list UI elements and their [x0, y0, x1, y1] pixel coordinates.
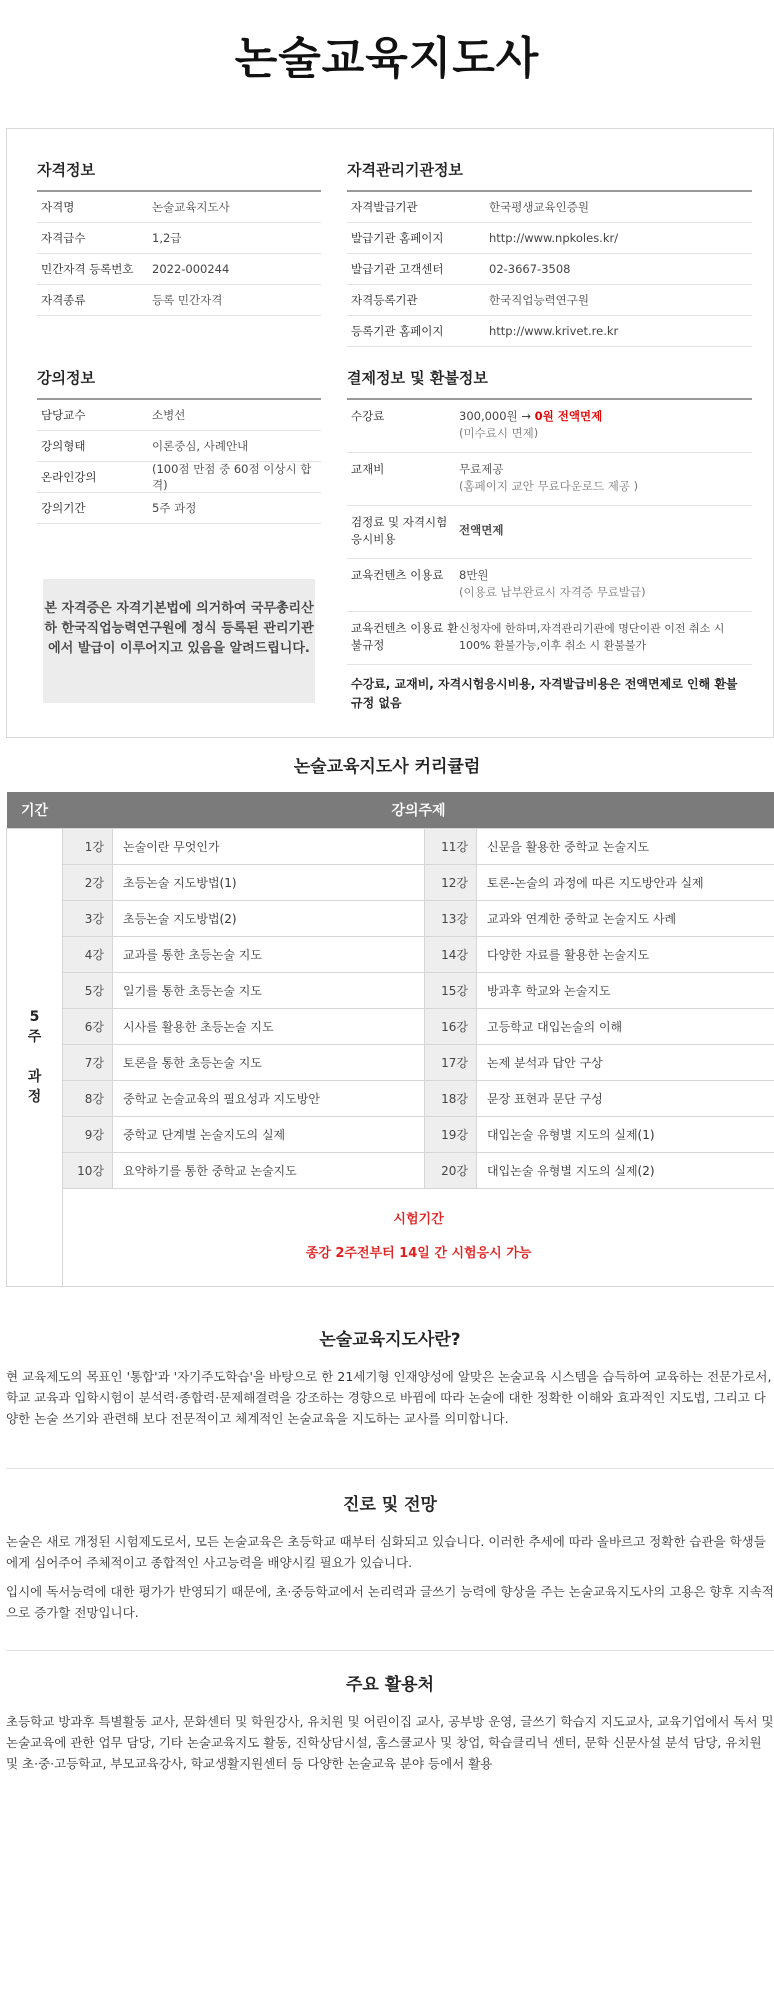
lesson-number: 16강 — [425, 1008, 477, 1044]
kv-row — [347, 316, 752, 347]
kv-value: (100점 만점 중 60점 이상시 합격) — [152, 462, 312, 492]
career-title: 진로 및 전망 — [343, 1495, 437, 1515]
table-row — [7, 1008, 774, 1044]
registry-link[interactable]: http://www.krivet.re.kr — [489, 324, 619, 338]
kv-row — [347, 223, 752, 254]
kv-row — [37, 192, 321, 223]
kv-label: 자격발급기관 — [351, 200, 418, 214]
kv-row — [37, 223, 321, 254]
usage-title: 주요 활용처 — [345, 1675, 435, 1695]
col-period: 기간 — [7, 792, 63, 828]
exam-title: 시험기간 — [393, 1212, 444, 1227]
lesson-topic: 대입논술 유형별 지도의 실제(1) — [477, 1116, 774, 1152]
payment-section — [347, 367, 752, 723]
about-section — [6, 1325, 774, 1437]
usage-text: 초등학교 방과후 특별활동 교사, 문화센터 및 학원강사, 유치원 및 어린이집 교사, 공부방 운영, 글쓰기 학습지 지도교사, 교육기업에서 독서 및 논술교육에 관한 업무 담당, 기타 논술교육지도 활동, 진학상담시설, 홈스쿨교사 및 창업, 학습클리닉 센터, 문학 신문사설 분석 담당, 유치원 및 초·중·고등학교, 부모교육강사, 학교생활지원센터 등 다양한 논술교육 분야 등에서 활용 — [6, 1714, 774, 1771]
management-title: 자격관리기관정보 — [347, 159, 752, 192]
lesson-number: 8강 — [63, 1080, 113, 1116]
qualification-title: 자격정보 — [37, 159, 321, 192]
table-row — [7, 1080, 774, 1116]
lesson-topic: 일기를 통한 초등논술 지도 — [113, 972, 425, 1008]
kv-row — [37, 431, 321, 462]
kv-row — [37, 254, 321, 285]
lecture-section — [37, 367, 321, 524]
kv-label: 온라인강의 — [41, 470, 97, 484]
kv-label: 자격급수 — [41, 231, 86, 245]
lesson-number: 3강 — [63, 900, 113, 936]
usage-section — [6, 1670, 774, 1782]
exam-fee-row — [347, 506, 752, 559]
kv-label: 발급기관 고객센터 — [351, 262, 444, 276]
lesson-topic: 대입논술 유형별 지도의 실제(2) — [477, 1152, 774, 1188]
period-cell: 5 주 과 정 — [7, 828, 63, 1286]
kv-label: 자격종류 — [41, 293, 86, 307]
kv-row — [347, 285, 752, 316]
kv-value: 소병선 — [152, 408, 186, 422]
table-row — [7, 828, 774, 864]
lesson-topic: 방과후 학교와 논술지도 — [477, 972, 774, 1008]
textbook-value: 무료제공 — [459, 462, 504, 476]
about-text: 현 교육제도의 목표인 '통합'과 '자기주도학습'을 바탕으로 한 21세기형 인재양성에 알맞은 논술교육 시스템을 습득하여 교육하는 전문가로서, 학교 교육과 입학시험이 분석력·종합력·문제해결력을 강조하는 경향으로 바뀜에 따라 논술에 대한 정확한 이해와 효과적인 지도법, 그리고 다양한 논술 쓰기와 관련해 보다 전문적이고 체계적인 논술교육을 지도하는 교사를 의미합니다. — [6, 1369, 772, 1426]
exam-desc: 종강 2주전부터 14일 간 시험응시 가능 — [305, 1246, 532, 1261]
content-fee-row — [347, 559, 752, 612]
career-text-2: 입시에 독서능력에 대한 평가가 반영되기 때문에, 초·중등학교에서 논리력과 글쓰기 능력에 향상을 주는 논술교육지도사의 고용은 향후 지속적으로 증가할 전망입니다. — [6, 1584, 774, 1620]
lesson-number: 14강 — [425, 936, 477, 972]
exam-fee-label: 검정료 및 자격시험 응시비용 — [351, 515, 448, 546]
tuition-price: 300,000원 → — [459, 409, 535, 423]
lesson-number: 9강 — [63, 1116, 113, 1152]
lesson-topic: 고등학교 대입논술의 이해 — [477, 1008, 774, 1044]
qualification-section — [37, 159, 321, 316]
lesson-topic: 신문을 활용한 중학교 논술지도 — [477, 828, 774, 864]
table-row — [7, 1152, 774, 1188]
lesson-topic: 중학교 논술교육의 필요성과 지도방안 — [113, 1080, 425, 1116]
kv-value: 한국직업능력연구원 — [489, 293, 589, 307]
info-box — [6, 128, 774, 738]
lesson-number: 20강 — [425, 1152, 477, 1188]
kv-row — [347, 192, 752, 223]
kv-row — [37, 285, 321, 316]
lesson-number: 5강 — [63, 972, 113, 1008]
kv-value: 이론중심, 사례안내 — [152, 439, 249, 453]
lesson-topic: 교과와 연계한 중학교 논술지도 사례 — [477, 900, 774, 936]
refund-row — [347, 612, 752, 665]
table-row — [7, 864, 774, 900]
kv-value: 5주 과정 — [152, 501, 197, 515]
lesson-topic: 논술이란 무엇인가 — [113, 828, 425, 864]
tuition-sub: (미수료시 면제) — [459, 426, 539, 440]
lesson-number: 2강 — [63, 864, 113, 900]
lesson-number: 4강 — [63, 936, 113, 972]
kv-value: 1,2급 — [152, 231, 182, 245]
kv-value: 한국평생교육인증원 — [489, 200, 589, 214]
kv-value: 02-3667-3508 — [489, 262, 571, 276]
curriculum-table — [6, 792, 774, 1287]
kv-label: 강의기간 — [41, 501, 86, 515]
kv-label: 자격명 — [41, 200, 75, 214]
kv-label: 등록기관 홈페이지 — [351, 324, 444, 338]
exam-row — [7, 1188, 774, 1286]
kv-label: 담당교수 — [41, 408, 86, 422]
lesson-topic: 중학교 단계별 논술지도의 실제 — [113, 1116, 425, 1152]
lesson-number: 11강 — [425, 828, 477, 864]
kv-label: 민간자격 등록번호 — [41, 262, 134, 276]
refund-value: 신청자에 한하며,자격관리기관에 명단이관 이전 취소 시 100% 환불가능,이후 취소 시 환불불가 — [459, 622, 725, 652]
management-section — [347, 159, 752, 347]
lesson-number: 6강 — [63, 1008, 113, 1044]
lesson-topic: 교과를 통한 초등논술 지도 — [113, 936, 425, 972]
tuition-label: 수강료 — [351, 409, 385, 423]
lesson-number: 1강 — [63, 828, 113, 864]
tuition-free-badge: 0원 전액면제 — [534, 409, 603, 423]
textbook-sub: (홈페이지 교안 무료다운로드 제공 ) — [459, 479, 639, 493]
divider — [6, 1650, 774, 1651]
lesson-number: 18강 — [425, 1080, 477, 1116]
exam-fee-value: 전액면제 — [459, 523, 504, 537]
lesson-topic: 다양한 자료를 활용한 논술지도 — [477, 936, 774, 972]
about-title: 논술교육지도사란? — [319, 1330, 461, 1350]
lesson-number: 12강 — [425, 864, 477, 900]
lesson-topic: 시사를 활용한 초등논술 지도 — [113, 1008, 425, 1044]
table-row — [7, 936, 774, 972]
lesson-number: 15강 — [425, 972, 477, 1008]
notice-box: 본 자격증은 자격기본법에 의거하여 국무총리산하 한국직업능력연구원에 정식 등록된 관리기관에서 발급이 이루어지고 있음을 알려드립니다. — [43, 579, 315, 703]
page-title: 논술교육지도사 — [234, 33, 540, 84]
kv-row — [347, 254, 752, 285]
career-section — [6, 1490, 774, 1631]
lesson-number: 17강 — [425, 1044, 477, 1080]
content-fee-value: 8만원 — [459, 568, 489, 582]
lesson-number: 13강 — [425, 900, 477, 936]
lesson-number: 7강 — [63, 1044, 113, 1080]
lecture-title: 강의정보 — [37, 367, 321, 400]
lesson-number: 10강 — [63, 1152, 113, 1188]
lesson-number: 19강 — [425, 1116, 477, 1152]
payment-title: 결제정보 및 환불정보 — [347, 367, 752, 400]
lesson-topic: 초등논술 지도방법(2) — [113, 900, 425, 936]
refund-label: 교육컨텐츠 이용료 환불규정 — [351, 621, 459, 652]
divider — [6, 1468, 774, 1469]
kv-row — [37, 493, 321, 524]
tuition-row — [347, 400, 752, 453]
lesson-topic: 초등논술 지도방법(1) — [113, 864, 425, 900]
lesson-topic: 문장 표현과 문단 구성 — [477, 1080, 774, 1116]
kv-value: 2022-000244 — [152, 262, 230, 276]
career-text-1: 논술은 새로 개정된 시험제도로서, 모든 논술교육은 초등학교 때부터 심화되고 있습니다. 이러한 추세에 따라 올바르고 정확한 습관을 학생들에게 심어주어 주체적이고 종합적인 사고능력을 배양시킬 필요가 있습니다. — [6, 1534, 766, 1570]
lesson-topic: 요약하기를 통한 중학교 논술지도 — [113, 1152, 425, 1188]
textbook-row — [347, 453, 752, 506]
lesson-topic: 토론을 통한 초등논술 지도 — [113, 1044, 425, 1080]
table-row — [7, 900, 774, 936]
kv-value: 등록 민간자격 — [152, 293, 223, 307]
lesson-topic: 논제 분석과 답안 구상 — [477, 1044, 774, 1080]
exam-cell — [63, 1188, 774, 1286]
kv-label: 자격등록기관 — [351, 293, 418, 307]
col-topic: 강의주제 — [63, 792, 774, 828]
kv-row — [37, 462, 321, 493]
lesson-topic: 토론-논술의 과정에 따른 지도방안과 실제 — [477, 864, 774, 900]
kv-value: 논술교육지도사 — [152, 200, 230, 214]
refund-note: 수강료, 교재비, 자격시험응시비용, 자격발급비용은 전액면제로 인해 환불규정 없음 — [351, 677, 738, 710]
kv-label: 발급기관 홈페이지 — [351, 231, 444, 245]
content-fee-sub: (이용료 납부완료시 자격증 무료발급) — [459, 585, 646, 599]
content-fee-label: 교육컨텐츠 이용료 — [351, 568, 444, 582]
kv-label: 강의형태 — [41, 439, 86, 453]
kv-row — [37, 400, 321, 431]
homepage-link[interactable]: http://www.npkoles.kr/ — [489, 231, 619, 245]
textbook-label: 교재비 — [351, 462, 385, 476]
table-row — [7, 1044, 774, 1080]
table-row — [7, 1116, 774, 1152]
table-row — [7, 972, 774, 1008]
curriculum-title: 논술교육지도사 커리큘럼 — [293, 757, 481, 777]
